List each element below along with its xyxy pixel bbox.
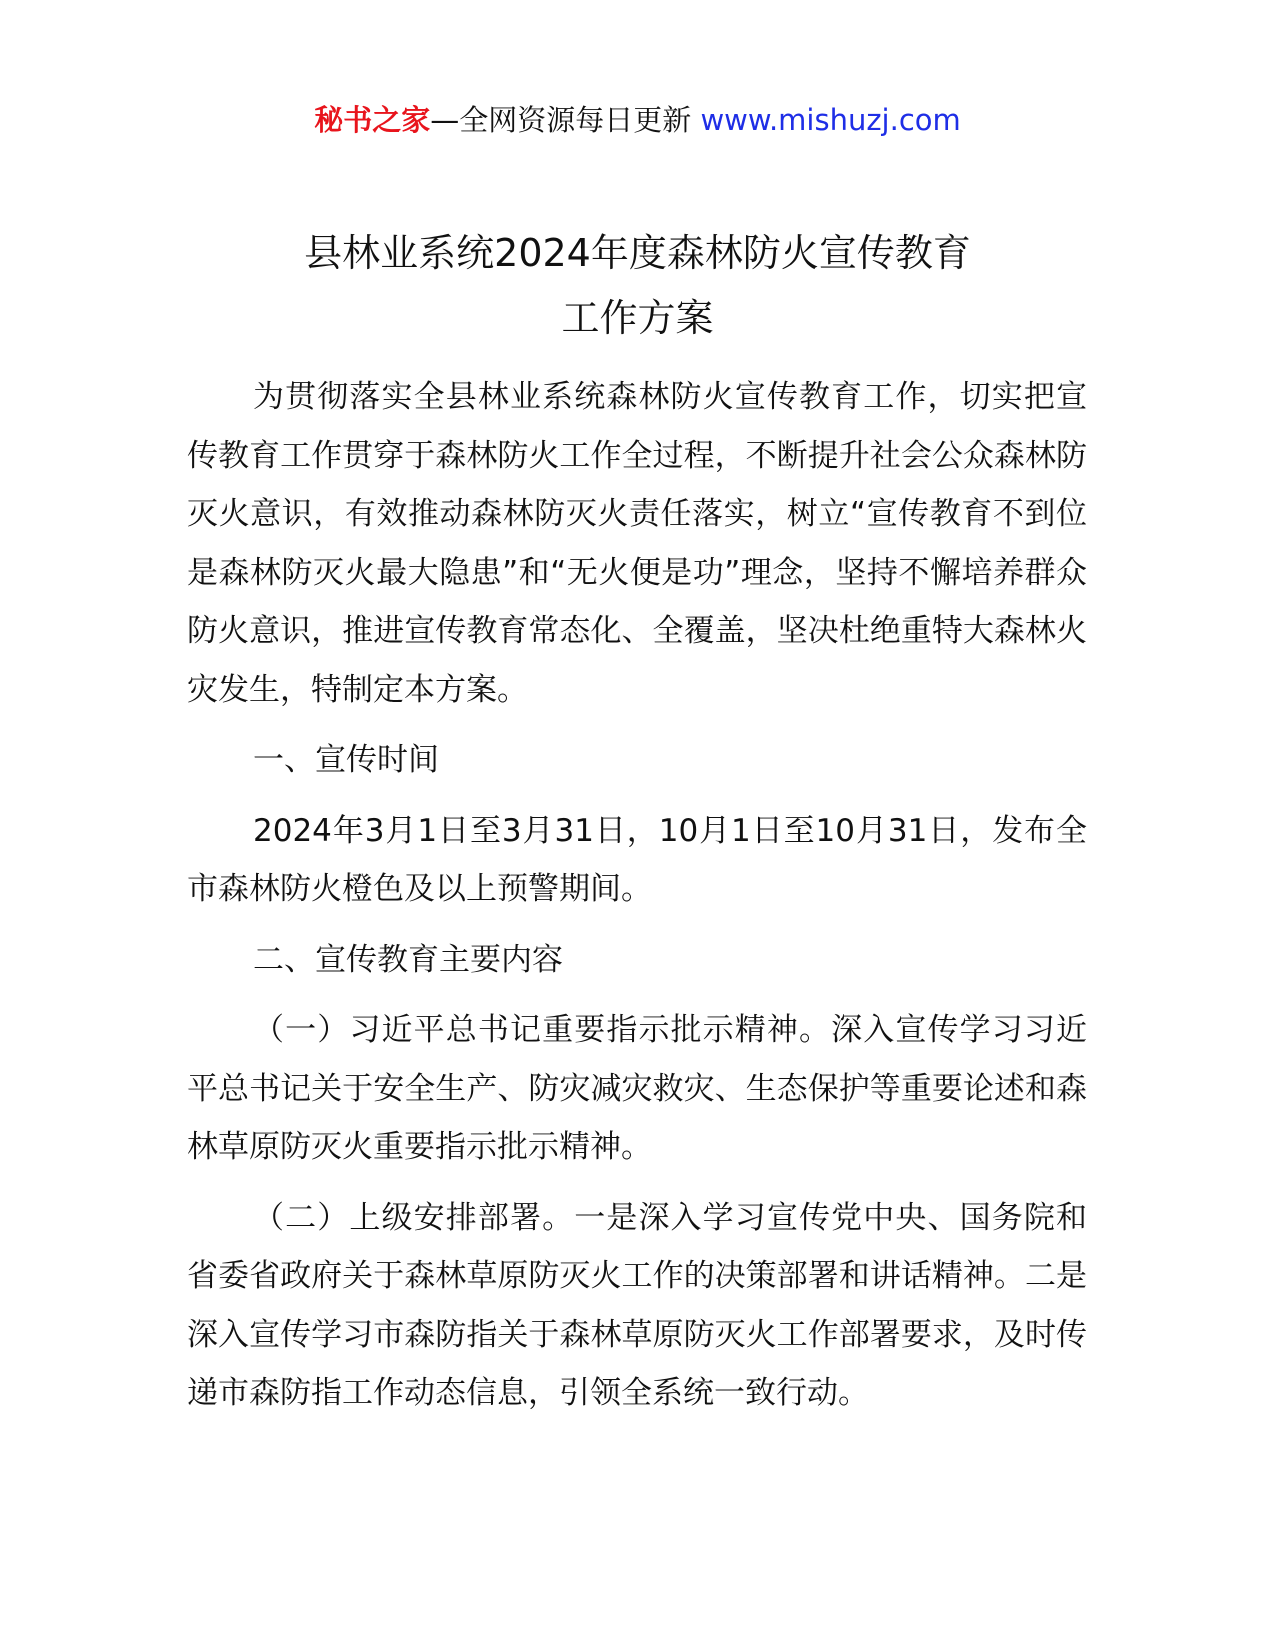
content-paragraph-2: （二）上级安排部署。一是深入学习宣传党中央、国务院和省委省政府关于森林草原防灭火工作的决策部署和讲话精神。二是深入宣传学习市森防指关于森林草原防灭火工作部署要求，及时传递市森防指工作动态信息，引领全系统一致行动。 [187,1199,1087,1411]
site-brand: 秘书之家 [314,103,431,137]
intro-paragraph: 为贯彻落实全县林业系统森林防火宣传教育工作，切实把宣传教育工作贯穿于森林防火工作全过程，不断提升社会公众森林防灭火意识，有效推动森林防灭火责任落实，树立“宣传教育不到位是森林防灭火最大隐患”和“无火便是功”理念，坚持不懈培养群众防火意识，推进宣传教育常态化、全覆盖，坚决杜绝重特大森林火灾发生，特制定本方案。 [187,379,1087,708]
content-paragraph-1: （一）习近平总书记重要指示批示精神。深入宣传学习习近平总书记关于安全生产、防灾减灾救灾、生态保护等重要论述和森林草原防灭火重要指示批示精神。 [187,1012,1087,1165]
section-heading-content: 二、宣传教育主要内容 [253,941,563,978]
document-title-line-1: 县林业系统2024年度森林防火宣传教育 [304,231,971,275]
site-header [0,98,1275,142]
document-body [187,368,1087,1435]
section-heading-time: 一、宣传时间 [253,742,439,778]
site-url-link[interactable]: www.mishuzj.com [700,103,961,137]
site-tagline: —全网资源每日更新 [430,103,701,137]
time-paragraph: 2024年3月1日至3月31日，10月1日至10月31日，发布全市森林防火橙色及以上预警期间。 [187,812,1087,907]
document-title-line-2: 工作方案 [561,296,714,340]
